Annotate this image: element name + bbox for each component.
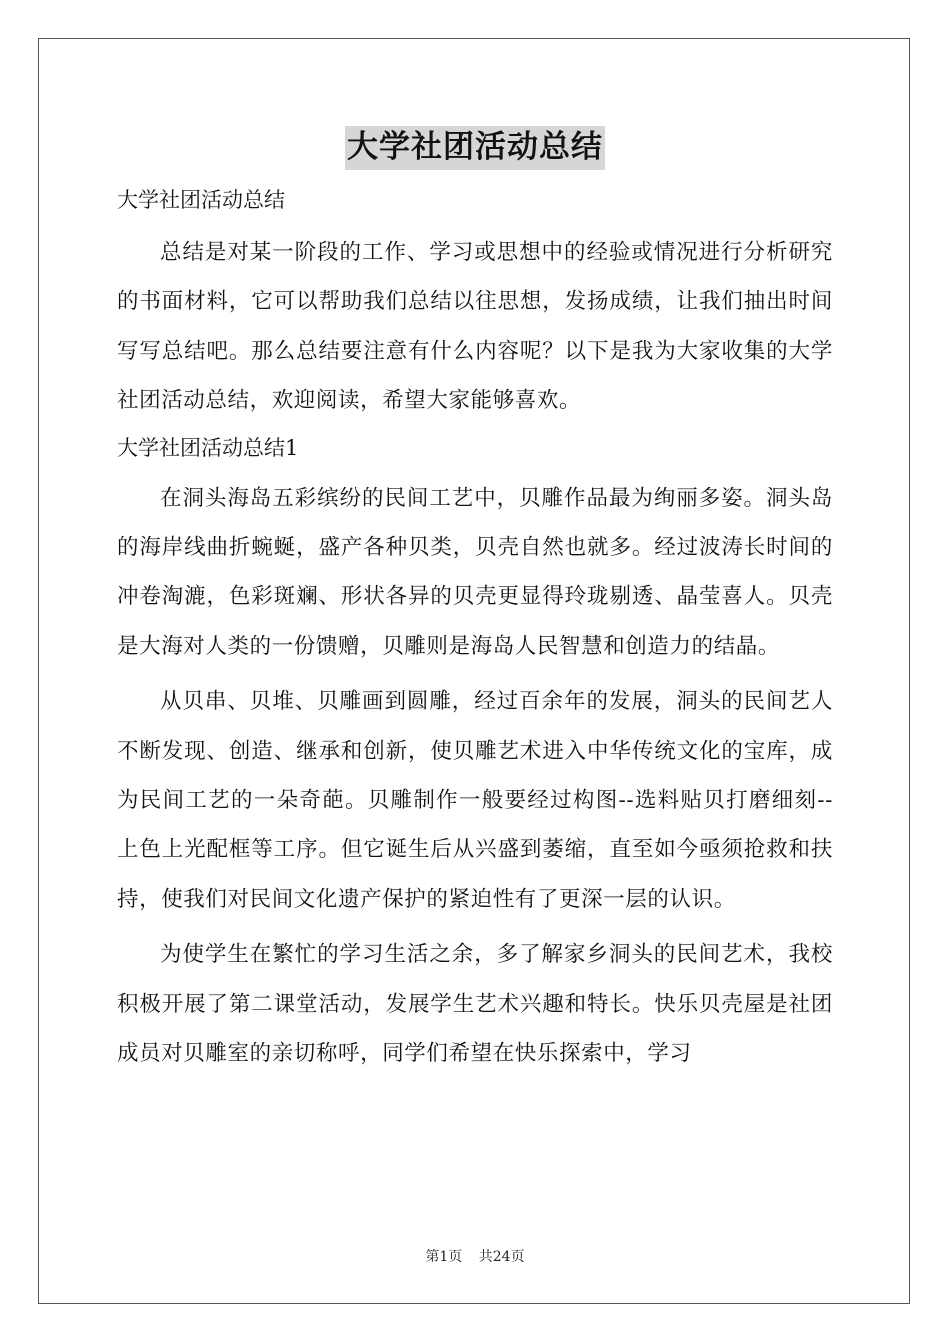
title-container <box>0 126 950 170</box>
body-paragraph: 为使学生在繁忙的学习生活之余，多了解家乡洞头的民间艺术，我校积极开展了第二课堂活动，发展学生艺术兴趣和特长。快乐贝壳屋是社团成员对贝雕室的亲切称呼，同学们希望在快乐探索中，学习 <box>117 942 833 1067</box>
body-paragraph: 从贝串、贝堆、贝雕画到圆雕，经过百余年的发展，洞头的民间艺人不断发现、创造、继承和创新，使贝雕艺术进入中华传统文化的宝库，成为民间工艺的一朵奇葩。贝雕制作一般要经过构图--选料贴贝打磨细刻--上色上光配框等工序。但它诞生后从兴盛到萎缩，直至如今亟须抢救和扶持，使我们对民间文化遗产保护的紧迫性有了更深一层的认识。 <box>117 689 833 912</box>
page-number: 第1页 <box>425 1249 463 1265</box>
document-body <box>117 180 833 1079</box>
intro-paragraph: 总结是对某一阶段的工作、学习或思想中的经验或情况进行分析研究的书面材料，它可以帮助我们总结以往思想，发扬成绩，让我们抽出时间写写总结吧。那么总结要注意有什么内容呢？以下是我为大家收集的大学社团活动总结，欢迎阅读，希望大家能够喜欢。 <box>117 240 833 414</box>
section-heading: 大学社团活动总结1 <box>117 435 299 460</box>
document-heading: 大学社团活动总结 <box>117 188 285 212</box>
body-paragraph: 在洞头海岛五彩缤纷的民间工艺中，贝雕作品最为绚丽多姿。洞头岛的海岸线曲折蜿蜒，盛产各种贝类，贝壳自然也就多。经过波涛长时间的冲卷淘漉，色彩斑斓、形状各异的贝壳更显得玲珑剔透、晶莹喜人。贝壳是大海对人类的一份馈赠，贝雕则是海岛人民智慧和创造力的结晶。 <box>117 485 833 659</box>
document-title: 大学社团活动总结 <box>345 126 605 170</box>
page-footer <box>0 1246 950 1266</box>
page-total: 共24页 <box>478 1249 525 1265</box>
